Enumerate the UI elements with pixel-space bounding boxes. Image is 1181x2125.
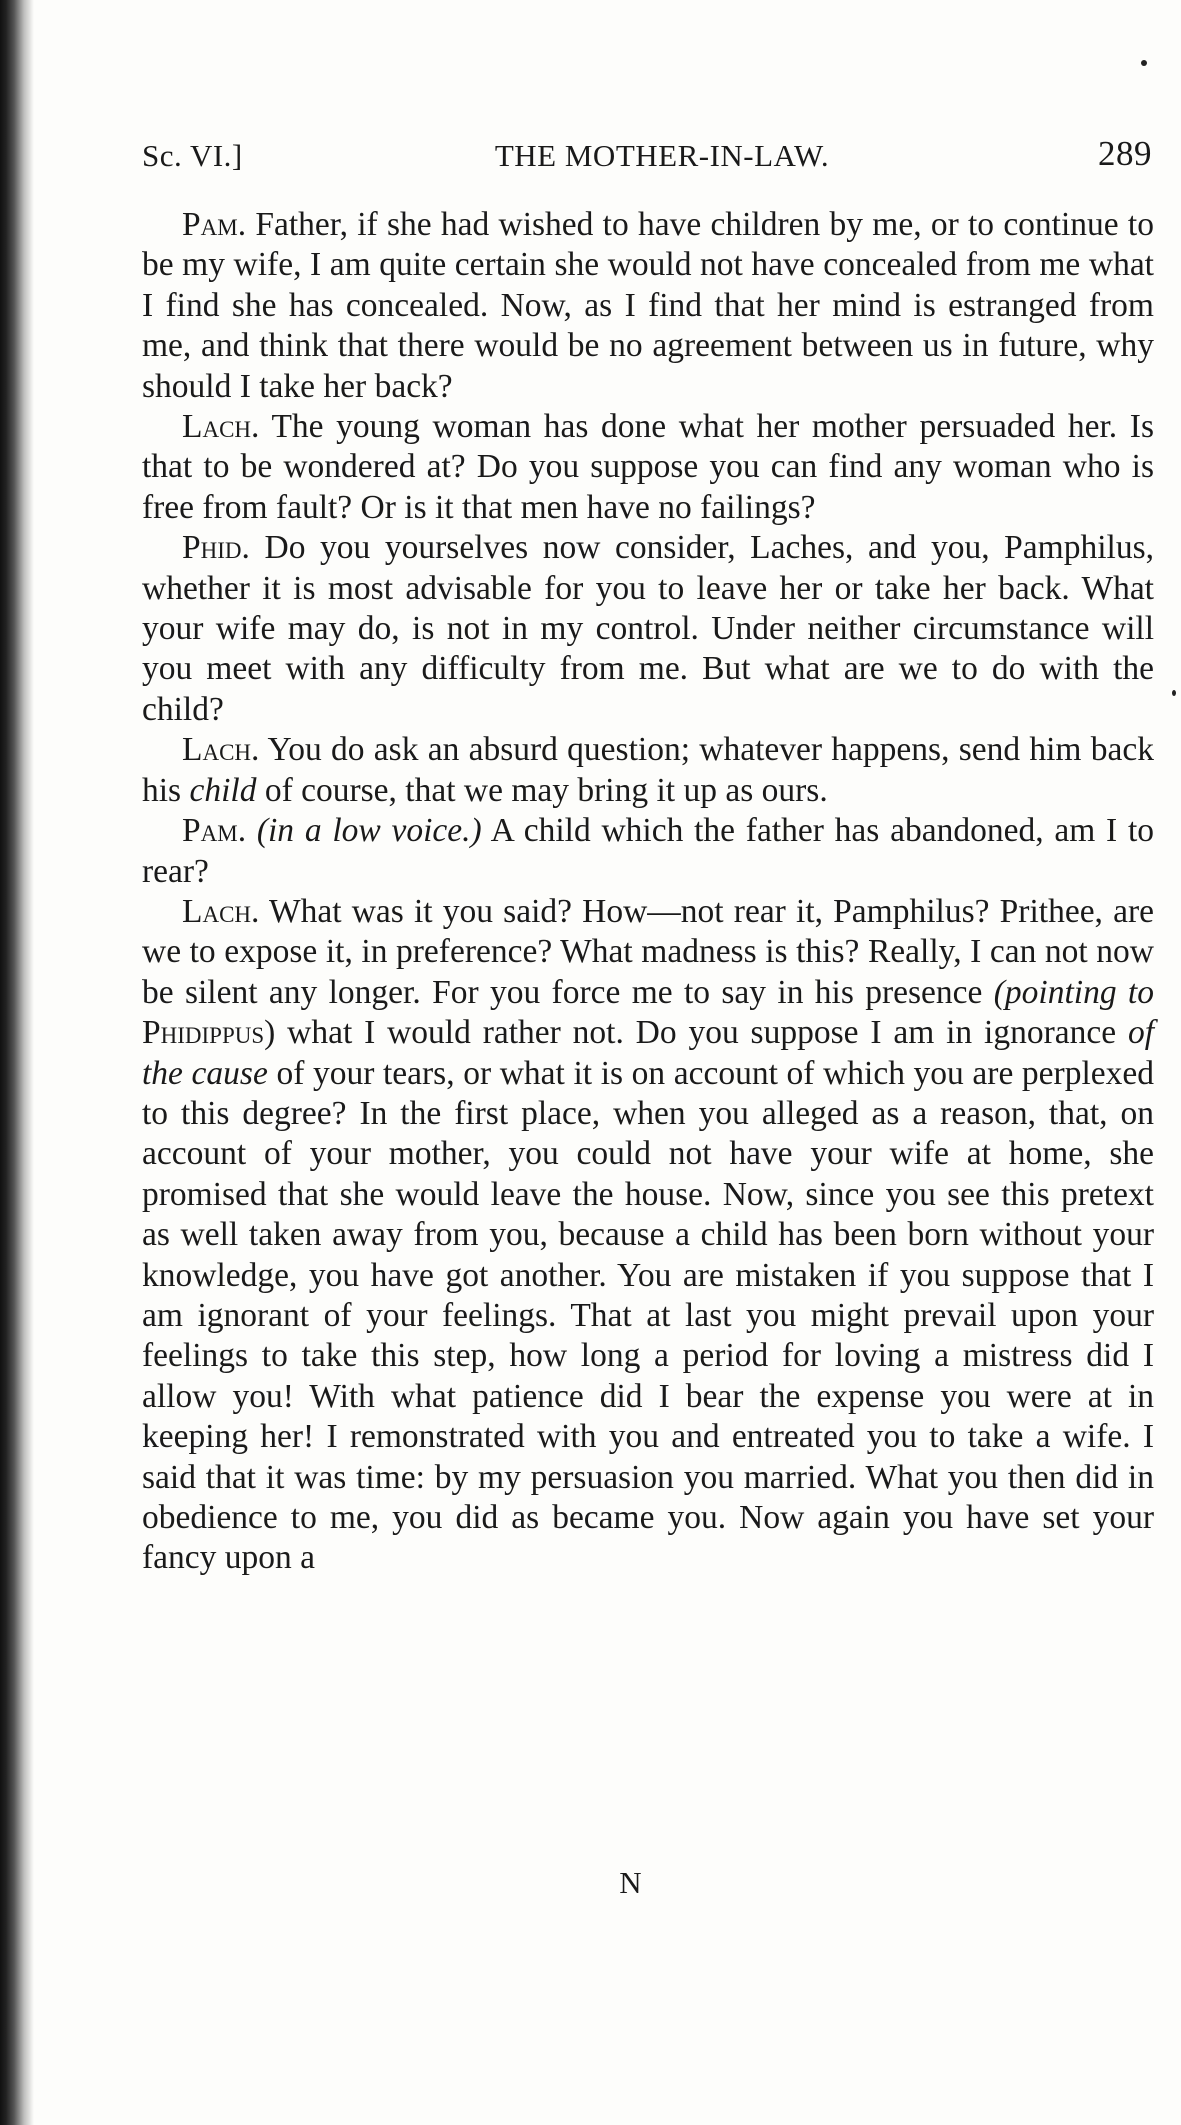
speech-text: of your tears, or what it is on account of which you are perplexed to this degree? In the first place, when you alleged as a reason, that, on account of your mother, you could not have your wife at home, she promised that she would leave the house. Now, since you see this pretext as well taken away from you, because a child has been born without your knowledge, you have got another. You are mistaken if you suppose that I am ignorant of your feelings. That at last you might prevail upon your feelings to take this step, how long a period for loving a mistress did I allow you! With what patience did I bear the expense you were at in keeping her! I remonstrated with you and entreated you to take a wife. I said that it was time: by my persuasion you married. What you then did in obedience to me, you did as became you. Now again you have set your fancy upon a — [142, 1054, 1155, 1577]
speech-text: You do ask an absurd question; whatever happens, send him back his — [142, 731, 1154, 809]
signature-mark: N — [619, 1865, 642, 1900]
speech-text: Father, if she had wished to have children by me, or to continue to be my wife, I am quite certain she would not have concealed from me what I find she has concealed. Now, as I find that her mind is estranged from me, and think that there would be no agreement between us in future, why should I take her back? — [142, 206, 1154, 405]
running-title: THE MOTHER-IN-LAW. — [494, 138, 830, 173]
speech-text: of course, that we may bring it up as ours. — [256, 771, 828, 809]
stage-direction: (in a low voice.) — [256, 812, 482, 850]
binding-edge — [0, 0, 34, 2125]
speech-text: Do you yourselves now consider, Laches, and you, Pamphilus, whether it is most advisable for you to leave her or take her back. What your wife may do, is not in my control. Under neither circumstance will you meet with any difficulty from me. But what are we to do with the child? — [142, 529, 1155, 728]
paragraph — [142, 528, 1154, 730]
ink-speck — [1141, 60, 1147, 66]
speech-text: What was it you said? How—not rear it, Pamphilus? Prithee, are we to expose it, in preference? What madness is this? Really, I can not now be silent any longer. For you force me to say in his presence — [142, 892, 1154, 1011]
speech-text: The young woman has done what her mother persuaded her. Is that to be wondered at? Do you suppose you can find any woman who is free from fault? Or is it that men have no failings? — [142, 408, 1154, 526]
paragraph — [142, 407, 1154, 528]
paragraph — [142, 730, 1154, 811]
speaker-name: Pam. — [182, 812, 247, 850]
speech-text: A child which the father has abandoned, am I to rear? — [142, 812, 1155, 890]
character-name: Phidippus — [142, 1014, 265, 1052]
speaker-name: Lach. — [182, 892, 260, 930]
speech-text: what I would rather not. Do you suppose I am in ignorance — [287, 1014, 1128, 1052]
speaker-name: Pam. — [182, 206, 247, 243]
italic-text: of the cause — [142, 1014, 1154, 1092]
italic-text: child — [189, 771, 257, 809]
speaker-name: Lach. — [182, 731, 260, 769]
page-number: 289 — [1098, 134, 1152, 173]
speaker-name: Phid. — [182, 529, 250, 567]
paragraph — [142, 811, 1154, 892]
body-text — [142, 205, 1154, 1579]
paragraph: Lach. What was it you said? How—not rear it, Pamphilus? Prithee, are we to expose it, in preference? What madness is this? Really, I can not now be silent any longer. For you force me to say in his presence (pointing to Phidippus) what I would rather not. Do you suppose I am in ignorance of the cause of your tears, or what it is on account of which you are perplexed to this degree? In the first place, when you alleged as a reason, that, on account of your mother, you could not have your wife at home, she promised that she would leave the house. Now, since you see this pretext as well taken away from you, because a child has been born without your knowledge, you have got another. You are mistaken if you suppose that I am ignorant of your feelings. That at last you might prevail upon your feelings to take this step, how long a period for loving a mistress did I allow you! With what patience did I bear the expense you were at in keeping her! I remonstrated with you and entreated you to take a wife. I said that it was time: by my persuasion you married. What you then did in obedience to me, you did as became you. Now again you have set your fancy upon a — [142, 892, 1155, 1577]
section-marker: Sc. VI.] — [142, 138, 243, 173]
stage-direction: (pointing to — [993, 973, 1154, 1011]
paragraph — [142, 205, 1154, 407]
ink-speck — [1172, 690, 1176, 696]
speaker-name: Lach. — [182, 408, 260, 446]
running-header — [142, 130, 1152, 180]
